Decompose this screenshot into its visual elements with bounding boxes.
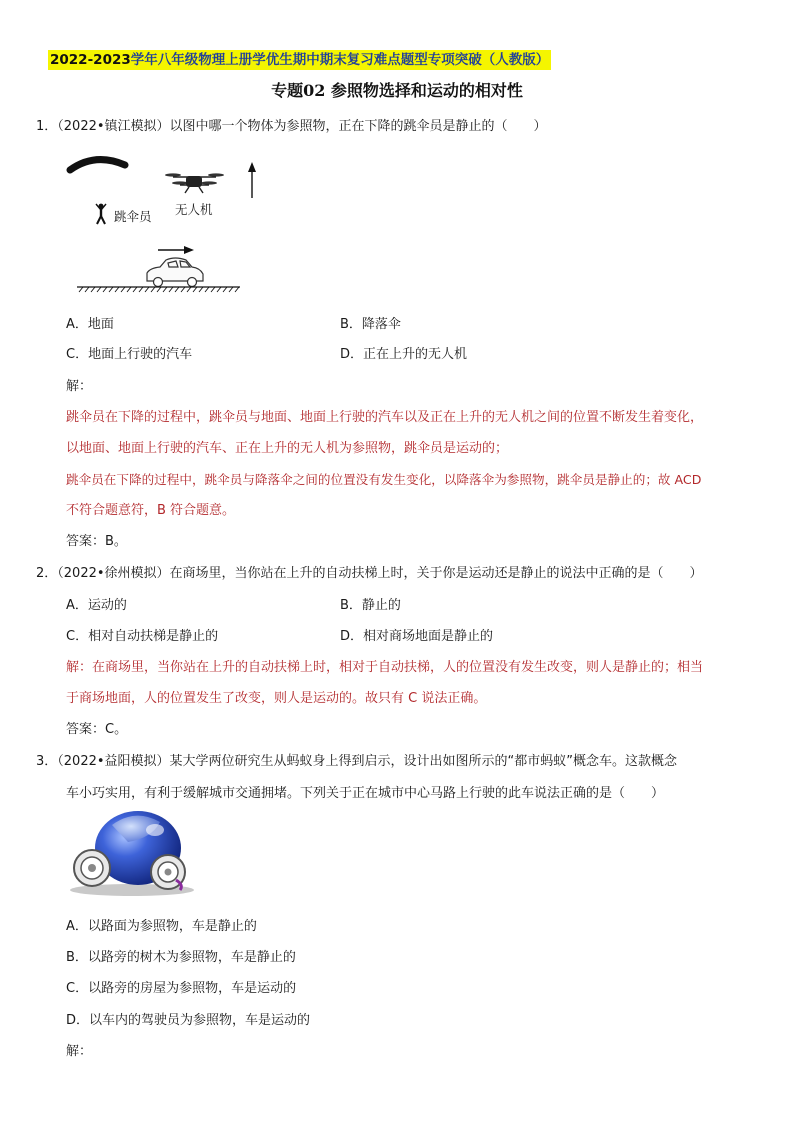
page-title: 专题02 参照物选择和运动的相对性 [271,81,523,100]
q2-solution-line-2: 于商场地面，人的位置发生了改变，则人是运动的。故只有 C 说法正确。 [66,691,487,706]
q1-solution-label: 解： [66,379,93,394]
q3-option-b: B．以路旁的树木为参照物，车是静止的 [66,950,296,965]
q2-text: 在商场里，当你站在上升的自动扶梯上时，关于你是运动还是静止的说法中正确的是（ ） [169,566,703,581]
q2-number: 2． [36,566,58,581]
q3-option-a: A．以路面为参照物，车是静止的 [66,919,257,934]
q3-option-d: D．以车内的驾驶员为参照物，车是运动的 [66,1013,311,1028]
q2-source: （2022•徐州模拟） [57,566,170,581]
q3-text-1: 某大学两位研究生从蚂蚁身上得到启示，设计出如图所示的“都市蚂蚁”概念车。这款概念 [169,754,678,769]
q3-solution-label: 解： [66,1044,93,1059]
q1-option-a: A．地面 [66,317,114,332]
q3-car-wheel-left [74,850,110,886]
q2-answer: 答案：C。 [66,722,128,737]
q2-option-b: B．静止的 [340,598,401,613]
q1-label-drone: 无人机 [175,202,213,217]
q2-option-c: C．相对自动扶梯是静止的 [66,629,219,644]
q2-option-d: D．相对商场地面是静止的 [340,629,494,644]
q2-option-a: A．运动的 [66,598,127,613]
q1-number: 1． [36,119,58,134]
q3-number: 3． [36,754,58,769]
q3-source: （2022•益阳模拟） [57,754,170,769]
q1-source: （2022•镇江模拟） [57,119,170,134]
q1-solution-line-3: 跳伞员在下降的过程中，跳伞员与降落伞之间的位置没有发生变化，以降落伞为参照物，跳伞员是静止的；故 ACD [66,472,702,487]
header-text: 学年八年级物理上册学优生期中期末复习难点题型专项突破（人教版） [130,52,550,68]
q3-option-c: C．以路旁的房屋为参照物，车是运动的 [66,981,297,996]
header-year: 2022-2023 [50,52,131,68]
q1-text: 以图中哪一个物体为参照物，正在下降的跳伞员是静止的（ ） [169,119,547,134]
q1-solution-line-1: 跳伞员在下降的过程中，跳伞员与地面、地面上行驶的汽车以及正在上升的无人机之间的位置不断发生着变化， [66,410,704,425]
q1-option-d: D．正在上升的无人机 [340,347,468,362]
q1-option-b: B．降落伞 [340,317,401,332]
q1-answer: 答案：B。 [66,534,127,549]
q2-solution-line-1: 解：在商场里，当你站在上升的自动扶梯上时，相对于自动扶梯，人的位置没有发生改变，则人是静止的；相当 [66,660,704,675]
q1-solution-line-4: 不符合题意符，B 符合题意。 [66,503,236,518]
q1-label-parachutist: 跳伞员 [114,209,152,224]
q3-stem-line-2: 车小巧实用，有利于缓解城市交通拥堵。下列关于正在城市中心马路上行驶的此车说法正确的是（ ） [66,786,665,801]
q1-option-c: C．地面上行驶的汽车 [66,347,193,362]
q1-solution-line-2: 以地面、地面上行驶的汽车、正在上升的无人机为参照物，跳伞员是运动的； [66,441,509,456]
